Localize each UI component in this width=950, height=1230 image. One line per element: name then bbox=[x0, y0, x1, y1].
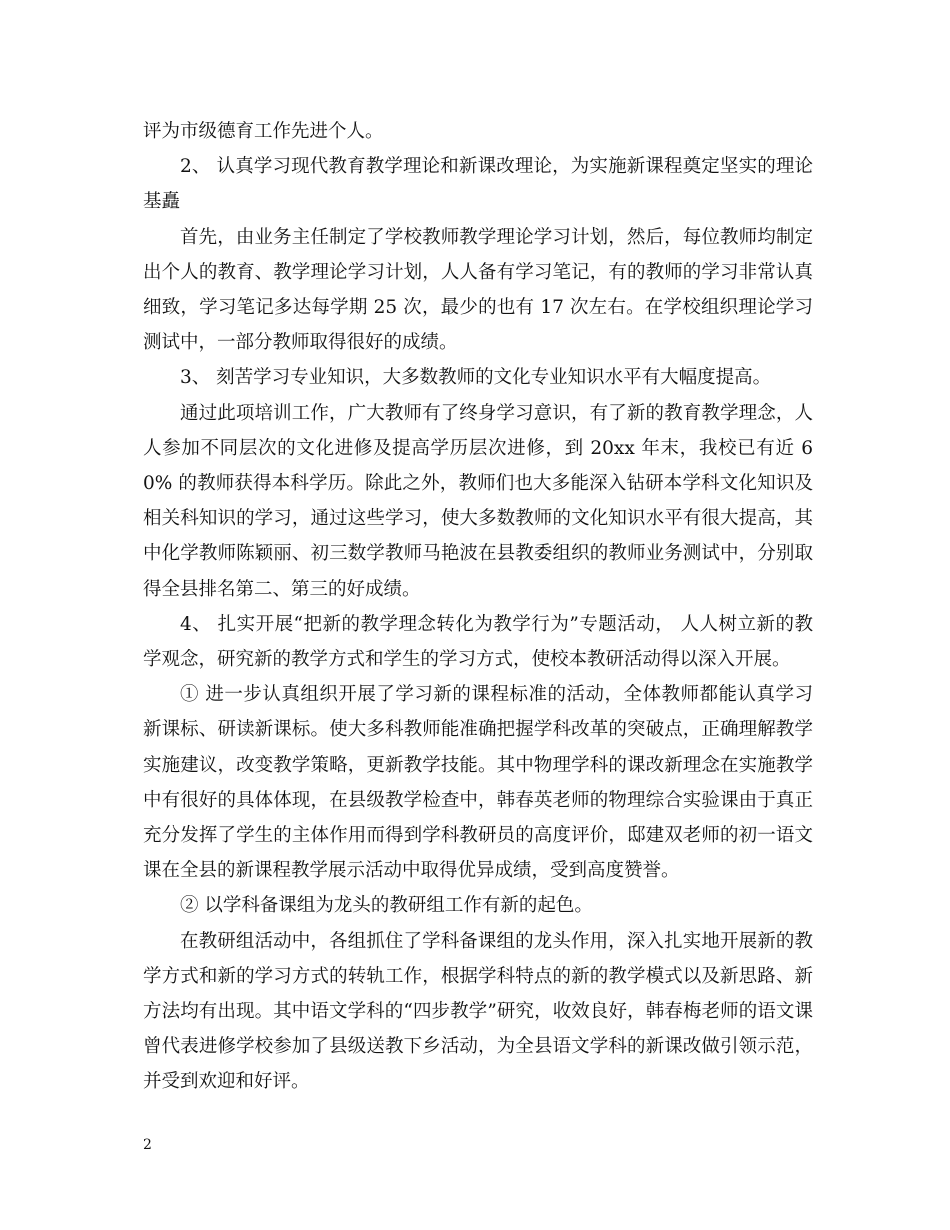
paragraph: 首先，由业务主任制定了学校教师教学理论学习计划，然后，每位教师均制定出个人的教育、教学理论学习计划，人人备有学习笔记，有的教师的学习非常认真细致，学习笔记多达每学期 25 次，最少的也有 17 次左右。在学校组织理论学习测试中，一部分教师取得很好的成绩。 bbox=[143, 226, 813, 354]
document-body bbox=[143, 114, 813, 1100]
section-heading-3: 3、 刻苦学习专业知识，大多数教师的文化专业知识水平有大幅度提高。 bbox=[180, 367, 772, 389]
paragraph: 评为市级德育工作先进个人。 bbox=[143, 121, 384, 142]
paragraph: 在教研组活动中，各组抓住了学科备课组的龙头作用，深入扎实地开展新的教学方式和新的学习方式的转轨工作，根据学科特点的新的教学模式以及新思路、新方法均有出现。其中语文学科的“四步教学”研究，收效良好，韩春梅老师的语文课曾代表进修学校参加了县级送教下乡活动，为全县语文学科的新课改做引领示范，并受到欢迎和好评。 bbox=[143, 930, 813, 1093]
section-heading-4: 4、 扎实开展“把新的教学理念转化为教学行为”专题活动， 人人树立新的教学观念，研究新的教学方式和学生的学习方式，使校本教研活动得以深入开展。 bbox=[143, 613, 813, 671]
paragraph: 通过此项培训工作，广大教师有了终身学习意识，有了新的教育教学理念，人人参加不同层次的文化进修及提高学历层次进修，到 20xx 年末，我校已有近 60% 的教师获得本科学历。除此之外，教师们也大多能深入钻研本学科文化知识及相关科知识的学习，通过这些学习，使大多数教师的文化知识水平有很大提高，其中化学教师陈颖丽、初三数学教师马艳波在县教委组织的教师业务测试中，分别取得全县排名第二、第三的好成绩。 bbox=[143, 402, 813, 600]
page-number: 2 bbox=[143, 1137, 152, 1153]
paragraph: ① 进一步认真组织开展了学习新的课程标准的活动，全体教师都能认真学习新课标、研读新课标。使大多科教师能准确把握学科改革的突破点，正确理解教学实施建议，改变教学策略，更新教学技能。其中物理学科的课改新理念在实施教学中有很好的具体体现，在县级教学检查中，韩春英老师的物理综合实验课由于真正充分发挥了学生的主体作用而得到学科教研员的高度评价，邸建双老师的初一语文课在全县的新课程教学展示活动中取得优异成绩，受到高度赞誉。 bbox=[143, 684, 813, 882]
subsection-heading: ② 以学科备课组为龙头的教研组工作有新的起色。 bbox=[180, 895, 593, 917]
section-heading-2: 2、 认真学习现代教育教学理论和新课改理论，为实施新课程奠定坚实的理论基矗 bbox=[143, 156, 813, 213]
